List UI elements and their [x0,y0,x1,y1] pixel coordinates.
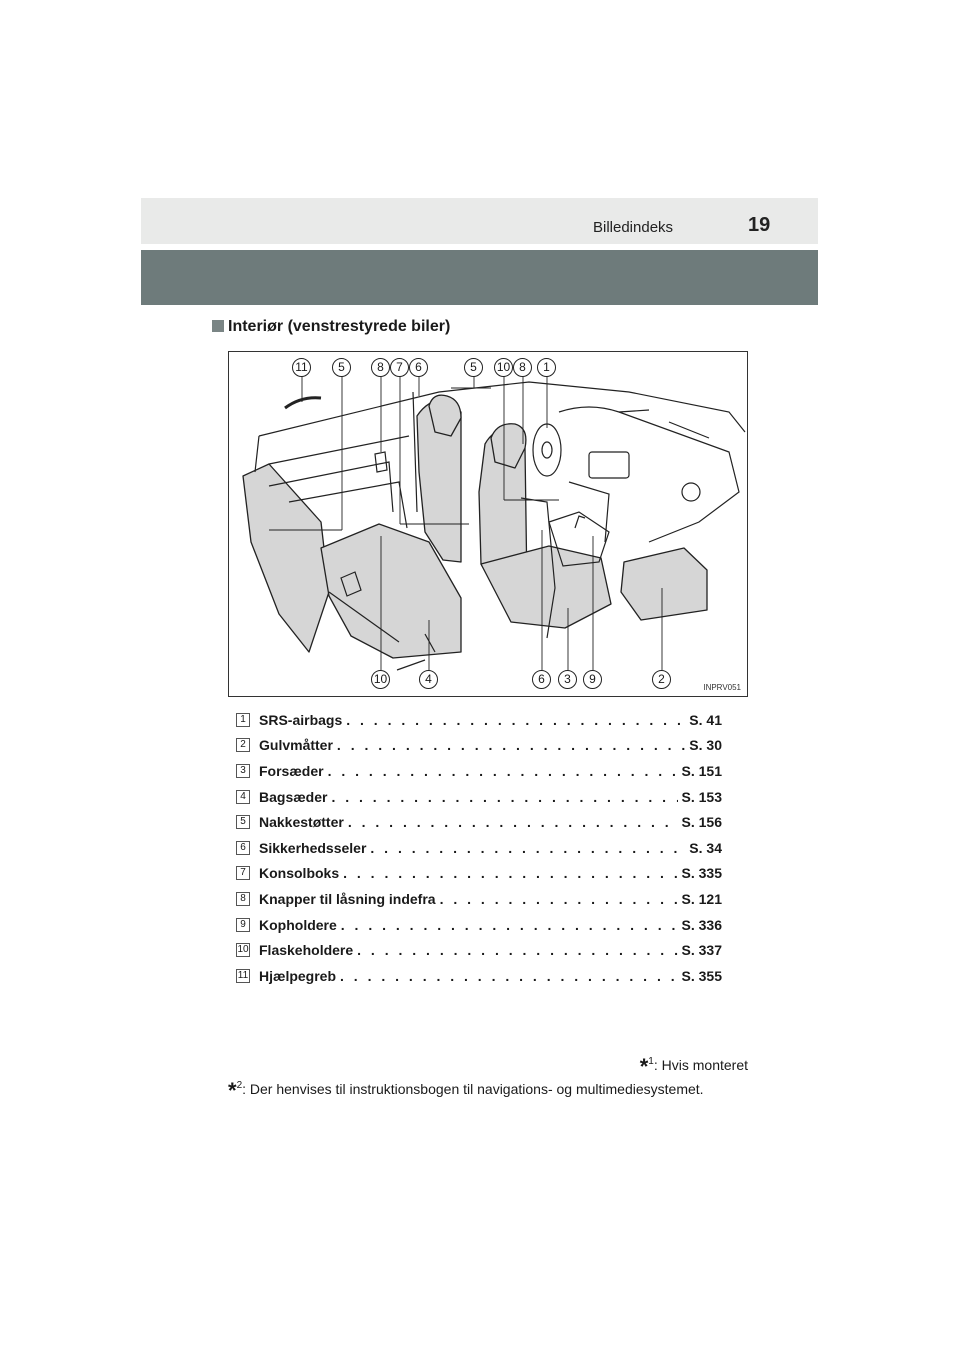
page-reference[interactable]: S. 156 [681,814,722,831]
legend-item [236,963,722,989]
leader-dots [357,942,677,958]
interior-illustration [228,351,748,697]
item-number: 1 [236,713,250,727]
item-number: 7 [236,866,250,880]
item-number: 9 [236,918,250,932]
page-reference[interactable]: S. 151 [681,762,722,779]
callout-5-top-left: 5 [332,358,351,377]
callout-8-top-right: 8 [513,358,532,377]
callout-11-top: 11 [292,358,311,377]
legend-list [236,707,722,989]
footnote-text: : Hvis monteret [653,1057,748,1073]
legend-item [236,707,722,733]
footnote-number: 2 [236,1080,243,1091]
footnote-1 [640,1054,748,1080]
item-label: Sikkerhedsseler [259,839,367,856]
item-label: SRS-airbags [259,711,343,728]
callout-7-top: 7 [390,358,409,377]
leader-dots [328,763,678,779]
header-band [141,250,818,305]
callout-1-top: 1 [537,358,556,377]
legend-item [236,937,722,963]
leader-dots [337,737,685,753]
page-reference[interactable]: S. 335 [681,865,722,882]
item-label: Bagsæder [259,788,328,805]
callout-8-top-left: 8 [371,358,390,377]
item-number: 5 [236,815,250,829]
item-label: Knapper til låsning indefra [259,890,436,907]
callout-6-top: 6 [409,358,428,377]
section-title [212,318,450,336]
item-label: Hjælpegreb [259,967,337,984]
leader-dots [370,840,685,856]
page-reference[interactable]: S. 30 [689,737,722,754]
leader-dots [346,712,685,728]
page-reference[interactable]: S. 153 [681,788,722,805]
footnote-text: : Der henvises til instruktionsbogen til navigations- og multimediesystemet. [242,1081,704,1097]
callout-2-bottom: 2 [652,670,671,689]
header-bar [141,198,818,244]
driver-seat-cushion [481,546,611,628]
legend-item [236,758,722,784]
leader-dots [348,814,678,830]
callout-9-bottom: 9 [583,670,602,689]
item-label: Flaskeholdere [259,942,354,959]
item-label: Gulvmåtter [259,737,333,754]
leader-dots [343,865,677,881]
car-interior-drawing [229,352,748,697]
leader-dots [331,789,677,805]
item-number: 2 [236,738,250,752]
item-label: Forsæder [259,762,324,779]
section-name: Billedindeks [593,219,674,236]
leader-dots [340,968,678,984]
legend-item [236,912,722,938]
item-number: 6 [236,841,250,855]
callout-6-bottom: 6 [532,670,551,689]
page-number: 19 [748,214,771,236]
section-marker-icon [212,320,224,332]
page-reference[interactable]: S. 121 [681,890,722,907]
page-reference[interactable]: S. 355 [681,967,722,984]
item-number: 8 [236,892,250,906]
callout-5-top-right: 5 [464,358,483,377]
section-title-text: Interiør (venstrestyrede biler) [228,318,451,335]
legend-item [236,861,722,887]
page-reference[interactable]: S. 34 [689,839,722,856]
callout-4-bottom: 4 [419,670,438,689]
callout-10-bottom: 10 [371,670,390,689]
callout-10-top: 10 [494,358,513,377]
footnote-2 [228,1078,704,1104]
footnote-star: * [639,1054,649,1079]
legend-item [236,886,722,912]
item-label: Kopholdere [259,916,337,933]
page-reference[interactable]: S. 336 [681,916,722,933]
item-number: 3 [236,764,250,778]
item-label: Nakkestøtter [259,814,344,831]
callout-3-bottom: 3 [558,670,577,689]
page-reference[interactable]: S. 41 [689,711,722,728]
item-label: Konsolboks [259,865,340,882]
leader-dots [341,917,678,933]
legend-item [236,733,722,759]
page-reference[interactable]: S. 337 [681,942,722,959]
legend-item [236,809,722,835]
legend-item [236,784,722,810]
footnote-number: 1 [648,1056,654,1067]
figure-code: INPRV051 [703,683,741,692]
rear-seat-back [243,464,329,652]
item-number: 10 [237,944,249,956]
item-number: 4 [236,790,250,804]
legend-item [236,835,722,861]
floor-mat [621,548,707,620]
leader-dots [440,891,678,907]
item-number: 11 [237,969,249,981]
footnote-star: * [228,1078,237,1103]
